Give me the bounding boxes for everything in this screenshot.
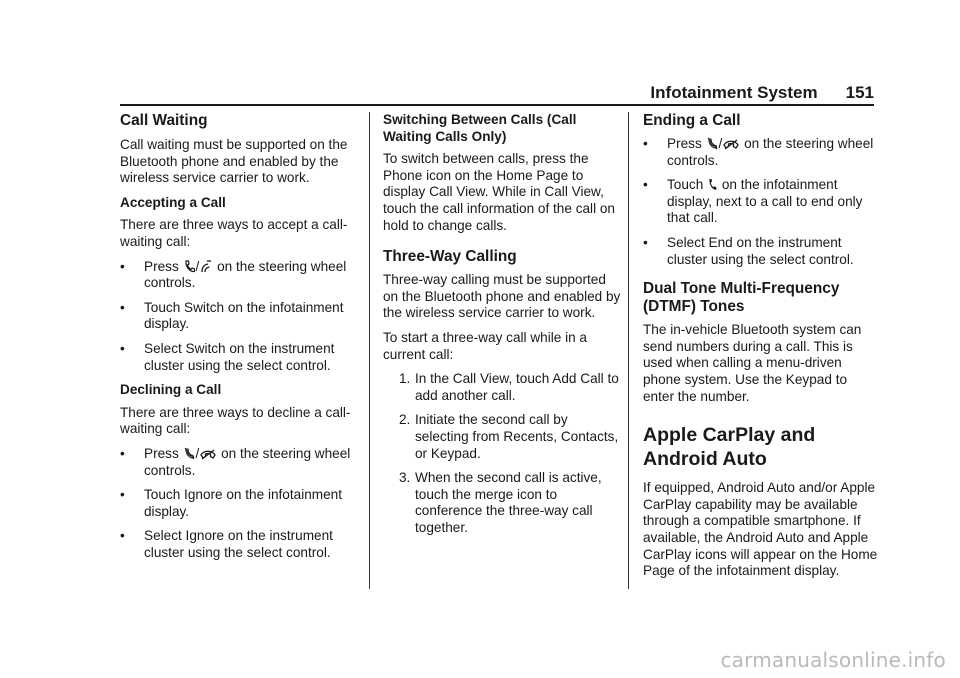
list-item — [643, 136, 878, 169]
end-call-icon — [723, 139, 739, 150]
bullet: • — [643, 234, 648, 250]
list-item — [120, 300, 360, 333]
column-3 — [643, 112, 878, 588]
column-divider-1 — [369, 112, 370, 589]
voice-recognition-icon — [200, 260, 212, 273]
list-item — [383, 371, 623, 404]
list-item — [383, 412, 623, 462]
call-waiting-title: Call Waiting — [120, 112, 208, 129]
list-item-text: Press / on the steering wheel controls. — [667, 136, 874, 168]
page-number: 151 — [845, 83, 874, 102]
mute-icon — [707, 137, 718, 150]
step-number: 1. — [399, 371, 411, 387]
carplay-title: Apple CarPlay and Android Auto — [643, 424, 816, 471]
step-text: Initiate the second call by selecting from Recents, Contacts, or Keypad. — [415, 412, 619, 461]
declining-call-heading: Declining a Call — [120, 382, 222, 398]
list-item — [120, 487, 360, 520]
bullet: • — [643, 136, 648, 151]
dtmf-text: The in-vehicle Bluetooth system can send numbers during a call. This is used when calling a menu-driven phone system. Use the Keypad to enter the number. — [643, 322, 862, 404]
end-call-icon — [200, 449, 216, 460]
bullet: • — [120, 528, 125, 544]
bullet: • — [120, 487, 125, 503]
column-2 — [383, 112, 623, 544]
list-item-text: Select Switch on the instrument cluster using the select control. — [144, 340, 335, 373]
carplay-text: If equipped, Android Auto and/or Apple CarPlay capability may be available through a compatible smartphone. If available, the Android Auto and Apple CarPlay icons will appear on the Home Page of the infotainment display. — [643, 480, 878, 579]
accepting-call-text: There are three ways to accept a call-waiting call: — [120, 217, 348, 249]
bullet: • — [120, 299, 125, 315]
section-title: Infotainment System — [650, 83, 818, 102]
page-header — [0, 80, 874, 106]
column-divider-2 — [628, 112, 629, 589]
list-item-text: Press / on the steering wheel controls. — [144, 445, 351, 478]
watermark: carmanualsonline.info — [720, 648, 946, 672]
list-item — [120, 259, 360, 292]
column-1 — [120, 112, 360, 569]
list-item-text: Press / on the steering wheel controls. — [144, 258, 347, 291]
three-way-text-2: To start a three-way call while in a current call: — [383, 329, 587, 362]
list-item — [383, 470, 623, 536]
bullet: • — [120, 258, 125, 274]
switching-calls-text: To switch between calls, press the Phone icon on the Home Page to display Call View. While in Call View, touch the call information of the call on hold to change calls. — [383, 151, 615, 233]
list-item — [120, 341, 360, 374]
step-text: In the Call View, touch Add Call to add another call. — [415, 371, 619, 403]
list-item — [120, 528, 360, 561]
phone-handset-icon — [708, 178, 717, 191]
step-text: When the second call is active, touch the merge icon to conference the three-way call together. — [415, 470, 602, 535]
three-way-calling-title: Three-Way Calling — [383, 248, 517, 266]
list-item-text: Touch Switch on the infotainment display. — [144, 299, 344, 332]
call-waiting-intro: Call waiting must be supported on the Bluetooth phone and enabled by the wireless service carrier to work. — [120, 137, 348, 186]
declining-call-text: There are three ways to decline a call-waiting call: — [120, 404, 351, 437]
bullet: • — [120, 445, 125, 461]
mute-icon — [184, 447, 195, 460]
bullet: • — [120, 340, 125, 356]
list-item-text: Touch on the infotainment display, next to a call to end only that call. — [667, 177, 863, 226]
list-item-text: Touch Ignore on the infotainment display. — [144, 487, 342, 519]
list-item — [643, 177, 878, 227]
switching-calls-heading: Switching Between Calls (Call Waiting Calls Only) — [383, 112, 577, 144]
dtmf-title: Dual Tone Multi-Frequency (DTMF) Tones — [643, 280, 840, 316]
step-number: 2. — [399, 412, 411, 428]
list-item — [643, 235, 878, 268]
three-way-text-1: Three-way calling must be supported on the Bluetooth phone and enabled by the wireless service carrier to work. — [383, 272, 621, 321]
phone-pickup-icon — [184, 260, 195, 273]
list-item — [120, 446, 360, 479]
accepting-call-heading: Accepting a Call — [120, 194, 226, 210]
header-rule — [120, 104, 874, 106]
list-item-text: Select Ignore on the instrument cluster using the select control. — [144, 528, 333, 560]
ending-call-title: Ending a Call — [643, 112, 741, 129]
step-number: 3. — [399, 470, 411, 486]
list-item-text: Select End on the instrument cluster using the select control. — [667, 234, 854, 267]
bullet: • — [643, 177, 648, 193]
